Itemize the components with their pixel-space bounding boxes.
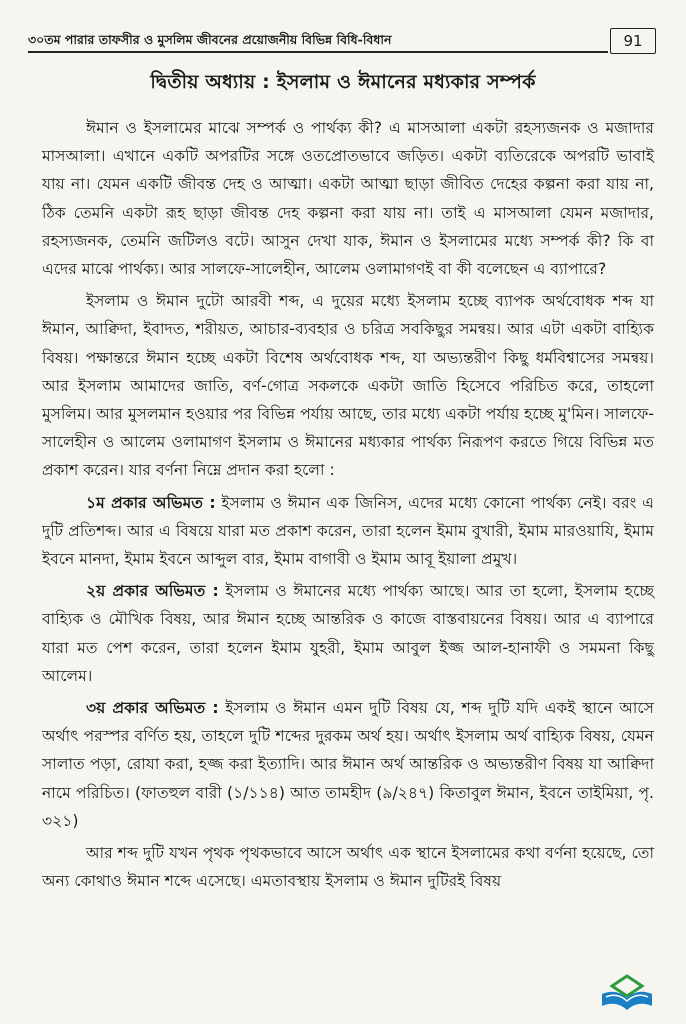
opinion-label: ২য় প্রকার অভিমত : — [86, 582, 219, 601]
opinion-label: ১ম প্রকার অভিমত : — [86, 493, 216, 512]
page-number: 91 — [610, 28, 656, 54]
opinion-label: ৩য় প্রকার অভিমত : — [86, 699, 219, 718]
closing-paragraph: আর শব্দ দুটি যখন পৃথক পৃথকভাবে আসে অর্থাৎ এক স্থানে ইসলামের কথা বর্ণনা হয়েছে, তো অন্য কোথাও ঈমান শব্দে এসেছে। এমতাবস্থায় ইসলাম ও ঈমান দুটিরই বিষয় — [42, 844, 654, 891]
opinion-3 — [42, 694, 654, 835]
opinion-1 — [42, 489, 654, 574]
paragraph: ইসলাম ও ঈমান দুটো আরবী শব্দ, এ দুয়ের মধ্যে ইসলাম হচ্ছে ব্যাপক অর্থবোধক শব্দ যা ঈমান, আক্বিদা, ইবাদত, শরীয়ত, আচার-ব্যবহার ও চরিত্র সবকিছুর সমন্বয়। আর এটা একটা বাহ্যিক বিষয়। পক্ষান্তরে ঈমান হচ্ছে একটা বিশেষ অর্থবোধক শব্দ, যা অভ্যন্তরীণ কিছু ধর্মবিশ্বাসের সমন্বয়। আর ইসলাম আমাদের জাতি, বর্ণ-গোত্র সকলকে একটা জাতি হিসেবে পরিচিত করে, তাহলো মুসলিম। আর মুসলমান হওয়ার পর বিভিন্ন পর্যায় আছে, তার মধ্যে একটা পর্যায় হচ্ছে মু'মিন। সালফে-সালেহীন ও আলেম ওলামাগণ ইসলাম ও ঈমানের মধ্যকার পার্থক্য নিরূপণ করতে গিয়ে বিভিন্ন মত প্রকাশ করেন। যার বর্ণনা নিম্নে প্রদান করা হলো : — [42, 292, 654, 480]
header-rule — [28, 51, 608, 53]
page-body — [42, 114, 654, 899]
page-header — [28, 26, 656, 56]
opinion-text: ইসলাম ও ঈমান এমন দুটি বিষয় যে, শব্দ দুটি যদি একই স্থানে আসে অর্থাৎ পরস্পর বর্ণিত হয়, তাহলে দুটি শব্দের দুরকম অর্থ হয়। অর্থাৎ ইসলাম অর্থ বাহ্যিক বিষয়, যেমন সালাত পড়া, রোযা করা, হজ্জ করা ইত্যাদি। আর ঈমান অর্থ আন্তরিক ও অভ্যন্তরীণ বিষয় যা আক্বিদা নামে পরিচিত। (ফাতহুল বারী (১/১১৪) আত তামহীদ (৯/২৪৭) কিতাবুল ঈমান, ইবনে তাইমিয়া, পৃ. ৩২১) — [42, 699, 654, 830]
opinion-2 — [42, 577, 654, 690]
chapter-title: দ্বিতীয় অধ্যায় : ইসলাম ও ঈমানের মধ্যকার সম্পর্ক — [150, 71, 536, 93]
paragraph: ঈমান ও ইসলামের মাঝে সম্পর্ক ও পার্থক্য কী? এ মাসআলা একটা রহস্যজনক ও মজাদার মাসআলা। এখানে একটি অপরটির সঙ্গে ওতপ্রোতভাবে জড়িত। একটা ব্যতিরেকে অপরটি ভাবাই যায় না। যেমন একটি জীবন্ত দেহ ও আত্মা। একটা আত্মা ছাড়া জীবিত দেহের কল্পনা করা যায় না, ঠিক তেমনি একটা রূহ ছাড়া জীবন্ত দেহ কল্পনা করা যায় না। তাই এ মাসআলা যেমন মজাদার, রহস্যজনক, তেমনি জটিলও বটে। আসুন দেখা যাক, ঈমান ও ইসলামের মধ্যে সম্পর্ক কী? কি বা এদের মাঝে পার্থক্য। আর সালফে-সালেহীন, আলেম ওলামাগণই বা কী বলেছেন এ ব্যাপারে? — [42, 119, 654, 279]
running-title: ৩০তম পারার তাফসীর ও মুসলিম জীবনের প্রয়োজনীয় বিভিন্ন বিধি-বিধান — [28, 32, 392, 47]
opinion-text: ইসলাম ও ঈমান এক জিনিস, এদের মধ্যে কোনো পার্থক্য নেই। বরং এ দুটি প্রতিশব্দ। আর এ বিষয়ে যারা মত প্রকাশ করেন, তারা হলেন ইমাম বুখারী, ইমাম মারওয়াযি, ইমাম ইবনে মানদা, ইমাম ইবনে আব্দুল বার, ইমাম বাগাবী ও ইমাম আবূ ইয়ালা প্রমুখ। — [42, 493, 654, 569]
book-logo-icon — [598, 972, 656, 1012]
opinion-text: ইসলাম ও ঈমানের মধ্যে পার্থক্য আছে। আর তা হলো, ইসলাম হচ্ছে বাহ্যিক ও মৌখিক বিষয়, আর ঈমান হচ্ছে আন্তরিক ও কাজে বাস্তবায়নের বিষয়। আর এ ব্যাপারে যারা মত পেশ করেন, তারা হলেন ইমাম যুহরী, ইমাম আবুল ইজ্জ আল-হানাফী ও সমমনা কিছু আলেম। — [42, 582, 654, 685]
